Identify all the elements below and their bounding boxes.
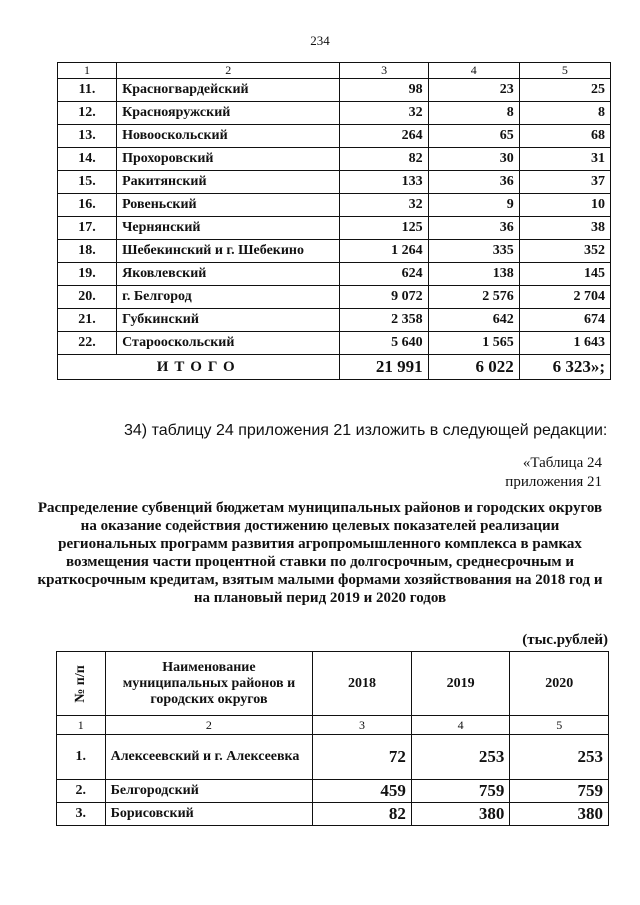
value-cell: 72 <box>313 735 412 780</box>
table-row <box>58 79 611 102</box>
column-number: 5 <box>519 63 610 79</box>
table-row <box>58 194 611 217</box>
value-cell: 145 <box>519 263 610 286</box>
value-cell: 36 <box>428 171 519 194</box>
row-number: 19. <box>58 263 117 286</box>
table-row <box>58 171 611 194</box>
value-cell: 65 <box>428 125 519 148</box>
total-value: 21 991 <box>340 355 428 380</box>
value-cell: 352 <box>519 240 610 263</box>
value-cell: 98 <box>340 79 428 102</box>
value-cell: 133 <box>340 171 428 194</box>
column-number: 1 <box>58 63 117 79</box>
row-number: 11. <box>58 79 117 102</box>
column-numbers-row <box>57 716 609 735</box>
value-cell: 10 <box>519 194 610 217</box>
table-row <box>58 309 611 332</box>
district-name: Алексеевский и г. Алексеевка <box>105 735 313 780</box>
district-name: Белгородский <box>105 780 313 803</box>
column-number: 2 <box>117 63 340 79</box>
value-cell: 138 <box>428 263 519 286</box>
table-row <box>58 102 611 125</box>
district-name: Прохоровский <box>117 148 340 171</box>
value-cell: 25 <box>519 79 610 102</box>
column-number: 2 <box>105 716 313 735</box>
value-cell: 32 <box>340 194 428 217</box>
amendment-paragraph: 34) таблицу 24 приложения 21 изложить в следующей редакции: <box>124 422 608 439</box>
value-cell: 5 640 <box>340 332 428 355</box>
value-cell: 36 <box>428 217 519 240</box>
row-number: 12. <box>58 102 117 125</box>
column-number: 1 <box>57 716 106 735</box>
table-row <box>58 286 611 309</box>
value-cell: 335 <box>428 240 519 263</box>
value-cell: 125 <box>340 217 428 240</box>
table-row <box>58 217 611 240</box>
value-cell: 1 565 <box>428 332 519 355</box>
district-name: Старооскольский <box>117 332 340 355</box>
header-number <box>57 652 106 716</box>
district-name: Новооскольский <box>117 125 340 148</box>
district-name: Яковлевский <box>117 263 340 286</box>
header-year-2018: 2018 <box>313 652 412 716</box>
allocation-table-continued <box>57 62 611 380</box>
row-number: 18. <box>58 240 117 263</box>
row-number: 22. <box>58 332 117 355</box>
row-number: 1. <box>57 735 106 780</box>
value-cell: 1 643 <box>519 332 610 355</box>
column-number: 4 <box>428 63 519 79</box>
value-cell: 8 <box>519 102 610 125</box>
total-label: ИТОГО <box>58 355 340 380</box>
value-cell: 253 <box>510 735 609 780</box>
table-caption-number: «Таблица 24 <box>522 455 602 471</box>
district-name: Ровеньский <box>117 194 340 217</box>
row-number: 14. <box>58 148 117 171</box>
value-cell: 23 <box>428 79 519 102</box>
row-number: 3. <box>57 803 106 826</box>
column-number: 3 <box>340 63 428 79</box>
row-number: 20. <box>58 286 117 309</box>
row-number: 17. <box>58 217 117 240</box>
table-row <box>58 332 611 355</box>
value-cell: 380 <box>411 803 510 826</box>
total-value: 6 022 <box>428 355 519 380</box>
table-caption-appendix: приложения 21 <box>505 474 602 490</box>
value-cell: 9 072 <box>340 286 428 309</box>
district-name: Чернянский <box>117 217 340 240</box>
header-year-2020: 2020 <box>510 652 609 716</box>
value-cell: 1 264 <box>340 240 428 263</box>
district-name: Шебекинский и г. Шебекино <box>117 240 340 263</box>
value-cell: 9 <box>428 194 519 217</box>
header-year-2019: 2019 <box>411 652 510 716</box>
header-name: Наименование муниципальных районов и городских округов <box>105 652 313 716</box>
units-label: (тыс.рублей) <box>522 632 608 648</box>
value-cell: 2 576 <box>428 286 519 309</box>
value-cell: 674 <box>519 309 610 332</box>
district-name: г. Белгород <box>117 286 340 309</box>
value-cell: 624 <box>340 263 428 286</box>
value-cell: 253 <box>411 735 510 780</box>
value-cell: 2 358 <box>340 309 428 332</box>
total-row <box>58 355 611 380</box>
table-row <box>57 780 609 803</box>
table-header-row <box>58 63 611 79</box>
value-cell: 2 704 <box>519 286 610 309</box>
column-number: 3 <box>313 716 412 735</box>
value-cell: 32 <box>340 102 428 125</box>
row-number: 2. <box>57 780 106 803</box>
row-number: 16. <box>58 194 117 217</box>
value-cell: 380 <box>510 803 609 826</box>
value-cell: 642 <box>428 309 519 332</box>
total-value: 6 323»; <box>519 355 610 380</box>
value-cell: 31 <box>519 148 610 171</box>
district-name: Борисовский <box>105 803 313 826</box>
value-cell: 82 <box>313 803 412 826</box>
value-cell: 459 <box>313 780 412 803</box>
column-number: 4 <box>411 716 510 735</box>
row-number: 15. <box>58 171 117 194</box>
column-number: 5 <box>510 716 609 735</box>
value-cell: 30 <box>428 148 519 171</box>
table-row <box>58 125 611 148</box>
district-name: Губкинский <box>117 309 340 332</box>
value-cell: 38 <box>519 217 610 240</box>
row-number: 21. <box>58 309 117 332</box>
header-number-label: № п/п <box>72 664 88 703</box>
table-row <box>57 803 609 826</box>
table-row <box>58 263 611 286</box>
table-row <box>58 240 611 263</box>
table-row <box>57 735 609 780</box>
page-number: 234 <box>310 33 330 48</box>
table-header-row <box>57 652 609 716</box>
value-cell: 68 <box>519 125 610 148</box>
table-row <box>58 148 611 171</box>
value-cell: 82 <box>340 148 428 171</box>
subvention-table <box>56 651 609 826</box>
value-cell: 759 <box>411 780 510 803</box>
value-cell: 37 <box>519 171 610 194</box>
district-name: Краснояружский <box>117 102 340 125</box>
table-title: Распределение субвенций бюджетам муниципальных районов и городских округов на оказание содействия достижению целевых показателей реализации региональных программ развития агропромышленного комплекса в рамках возмещения части процентной ставки по долгосрочным, среднесрочным и краткосрочным кредитам, взятым малыми формами хозяйствования на 2018 год и на плановый перид 2019 и 2020 годов <box>37 500 603 606</box>
district-name: Ракитянский <box>117 171 340 194</box>
value-cell: 759 <box>510 780 609 803</box>
district-name: Красногвардейский <box>117 79 340 102</box>
row-number: 13. <box>58 125 117 148</box>
value-cell: 8 <box>428 102 519 125</box>
value-cell: 264 <box>340 125 428 148</box>
